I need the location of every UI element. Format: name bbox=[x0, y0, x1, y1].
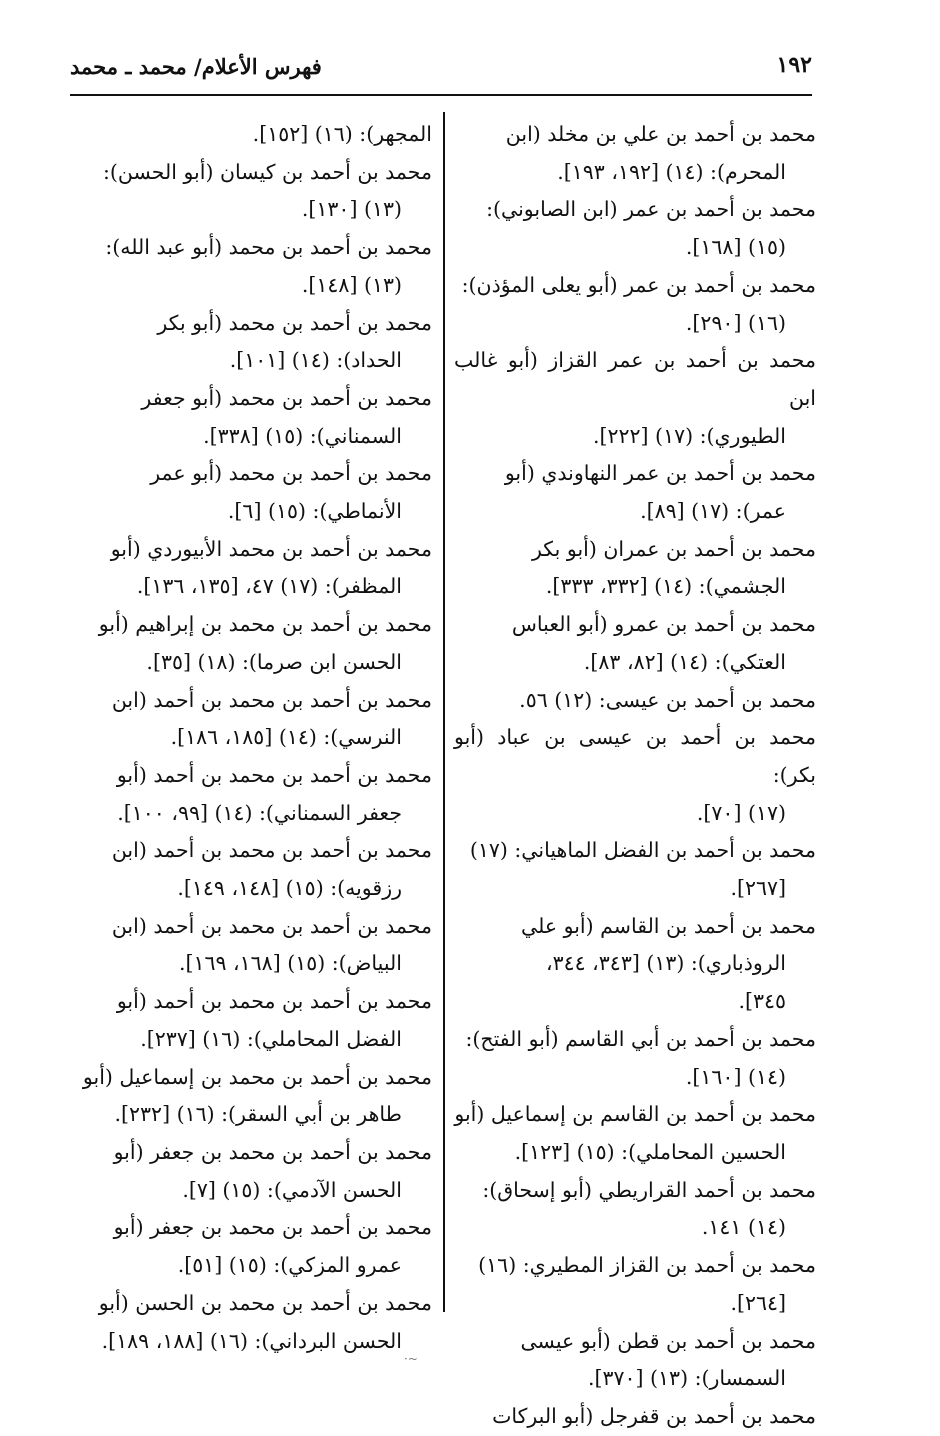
entry-line: محمد بن أحمد القراريطي (أبو إسحاق): bbox=[482, 1177, 816, 1202]
entry-continuation: الأنماطي): (١٥) [٦]. bbox=[227, 499, 402, 524]
entry-continuation: طاهر بن أبي السقر): (١٦) [٢٣٢]. bbox=[114, 1102, 402, 1127]
page-number: ١٩٢ bbox=[776, 52, 812, 78]
running-title: فهرس الأعلام/ محمد ـ محمد bbox=[70, 54, 322, 79]
entry-line: محمد بن أحمد بن قفرجل (أبو البركات bbox=[492, 1403, 816, 1428]
entry-continuation: (١٧) [٧٠]. bbox=[696, 800, 786, 825]
entry-continuation: الطيوري): (١٧) [٢٢٢]. bbox=[592, 423, 786, 448]
index-entry bbox=[454, 455, 816, 530]
entry-line: محمد بن أحمد بن عمر القزاز (أبو غالب ابن bbox=[454, 348, 816, 410]
entry-continuation: (١٤) ١٤١. bbox=[701, 1215, 786, 1240]
entry-continuation: السمسار): (١٣) [٣٧٠]. bbox=[587, 1366, 786, 1391]
entry-continuation: المظفر): (١٧) ٤٧، [١٣٥، ١٣٦]. bbox=[136, 574, 402, 599]
entry-line: محمد بن أحمد بن الفضل الماهياني: (١٧) bbox=[469, 838, 816, 863]
entry-line: محمد بن أحمد بن محمد الأبيوردي (أبو bbox=[110, 536, 432, 561]
entry-continuation: العتكي): (١٤) [٨٢، ٨٣]. bbox=[583, 649, 786, 674]
entry-line: محمد بن أحمد بن محمد بن أحمد (ابن bbox=[111, 838, 432, 863]
index-entry bbox=[70, 305, 432, 380]
entry-continuation: البياض): (١٥) [١٦٨، ١٦٩]. bbox=[178, 951, 402, 976]
entry-line: محمد بن أحمد بن عمر (ابن الصابوني): bbox=[486, 197, 816, 222]
entry-continuation: رزقويه): (١٥) [١٤٨، ١٤٩]. bbox=[177, 876, 402, 901]
index-entry bbox=[70, 154, 432, 229]
entry-continuation: (١٣) [١٣٠]. bbox=[301, 197, 402, 222]
index-entry bbox=[70, 908, 432, 983]
index-entry bbox=[70, 1209, 432, 1284]
index-entry bbox=[454, 1172, 816, 1247]
index-entry bbox=[454, 908, 816, 1021]
entry-continuation: الروذباري): (١٣) [٣٤٣، ٣٤٤، bbox=[545, 951, 786, 976]
index-entry bbox=[454, 719, 816, 832]
entry-continuation: ٣٤٥]. bbox=[738, 989, 786, 1014]
index-entry bbox=[454, 606, 816, 681]
index-entry bbox=[454, 1021, 816, 1096]
column-divider bbox=[443, 112, 445, 1312]
header-rule bbox=[70, 94, 812, 96]
index-entry bbox=[454, 191, 816, 266]
index-entry bbox=[70, 983, 432, 1058]
index-entry bbox=[70, 606, 432, 681]
index-entry bbox=[454, 116, 816, 191]
entry-line: محمد بن أحمد بن محمد (أبو عمر bbox=[150, 461, 432, 486]
entry-line: محمد بن أحمد بن عيسى: (١٢) ٥٦. bbox=[519, 687, 816, 712]
entry-line: محمد بن أحمد بن محمد (أبو بكر bbox=[157, 310, 432, 335]
index-entry bbox=[454, 1096, 816, 1171]
entry-continuation: الحسين المحاملي): (١٥) [١٢٣]. bbox=[514, 1139, 786, 1164]
entry-line: محمد بن أحمد بن كيسان (أبو الحسن): bbox=[102, 159, 432, 184]
entry-continuation: الحسن الآدمي): (١٥) [٧]. bbox=[182, 1177, 402, 1202]
entry-line: محمد بن أحمد بن القاسم (أبو علي bbox=[521, 913, 816, 938]
entry-line: محمد بن أحمد بن محمد (أبو جعفر bbox=[141, 385, 432, 410]
entry-line: محمد بن أحمد بن محمد بن إسماعيل (أبو bbox=[82, 1064, 432, 1089]
entry-line: المجهر): (١٦) [١٥٢]. bbox=[252, 122, 432, 146]
entry-continuation: الحداد): (١٤) [١٠١]. bbox=[229, 348, 402, 373]
entry-continuation: السمناني): (١٥) [٣٣٨]. bbox=[203, 423, 402, 448]
index-entry bbox=[454, 531, 816, 606]
entry-continuation: (١٣) [١٤٨]. bbox=[301, 272, 402, 297]
entry-continuation: (١٥) [١٦٨]. bbox=[685, 235, 786, 260]
entry-continuation: الفضل المحاملي): (١٦) [٢٣٧]. bbox=[140, 1026, 402, 1051]
entry-continuation: النرسي): (١٤) [١٨٥، ١٨٦]. bbox=[170, 725, 402, 750]
entry-continuation: جعفر السمناني): (١٤) [٩٩، ١٠٠]. bbox=[117, 800, 402, 825]
entry-continuation: [٢٦٧]. bbox=[730, 876, 786, 901]
index-entry bbox=[454, 682, 816, 720]
entry-continuation: الحسن ابن صرما): (١٨) [٣٥]. bbox=[146, 649, 402, 674]
index-column-right bbox=[454, 116, 816, 1436]
index-entry bbox=[70, 531, 432, 606]
entry-line: محمد بن أحمد بن عمر النهاوندي (أبو bbox=[504, 461, 816, 486]
entry-line: محمد بن أحمد بن عيسى بن عباد (أبو بكر): bbox=[454, 725, 816, 787]
index-column-left bbox=[70, 116, 432, 1360]
index-entry bbox=[70, 1285, 432, 1360]
entry-continuation: (١٦) [٢٩٠]. bbox=[685, 310, 786, 335]
index-entry bbox=[70, 380, 432, 455]
entry-line: محمد بن أحمد بن محمد بن الحسن (أبو bbox=[98, 1290, 432, 1315]
index-entry bbox=[454, 267, 816, 342]
entry-continuation: المحرم): (١٤) [١٩٢، ١٩٣]. bbox=[557, 159, 786, 184]
entry-line: محمد بن أحمد بن عمرو (أبو العباس bbox=[511, 612, 816, 637]
entry-line: محمد بن أحمد بن القاسم بن إسماعيل (أبو bbox=[454, 1102, 816, 1127]
entry-line: محمد بن أحمد بن محمد بن إبراهيم (أبو bbox=[98, 612, 432, 637]
index-entry bbox=[70, 116, 432, 154]
entry-line: محمد بن أحمد بن محمد (أبو عبد الله): bbox=[105, 235, 432, 260]
entry-continuation: الجشمي): (١٤) [٣٣٢، ٣٣٣]. bbox=[545, 574, 786, 599]
entry-continuation: عمرو المزكي): (١٥) [٥١]. bbox=[177, 1253, 402, 1278]
index-entry bbox=[70, 455, 432, 530]
entry-line: محمد بن أحمد بن قطن (أبو عيسى bbox=[520, 1328, 816, 1353]
index-entry bbox=[454, 1398, 816, 1436]
index-entry bbox=[70, 682, 432, 757]
index-entry bbox=[70, 1059, 432, 1134]
entry-line: محمد بن أحمد بن محمد بن أحمد (ابن bbox=[111, 687, 432, 712]
entry-line: محمد بن أحمد بن أبي القاسم (أبو الفتح): bbox=[465, 1026, 816, 1051]
entry-line: محمد بن أحمد بن محمد بن أحمد (أبو bbox=[116, 762, 432, 787]
entry-line: محمد بن أحمد بن محمد بن جعفر (أبو bbox=[113, 1215, 432, 1240]
entry-line: محمد بن أحمد بن محمد بن أحمد (ابن bbox=[111, 913, 432, 938]
index-entry bbox=[70, 1134, 432, 1209]
entry-continuation: عمر): (١٧) [٨٩]. bbox=[640, 499, 786, 524]
entry-continuation: (١٤) [١٦٠]. bbox=[685, 1064, 786, 1089]
entry-line: محمد بن أحمد بن محمد بن أحمد (أبو bbox=[116, 989, 432, 1014]
page-header bbox=[70, 52, 812, 92]
index-entry bbox=[454, 342, 816, 455]
entry-line: محمد بن أحمد بن علي بن مخلد (ابن bbox=[505, 122, 816, 146]
index-entry bbox=[70, 757, 432, 832]
entry-line: محمد بن أحمد بن عمران (أبو بكر bbox=[532, 536, 816, 561]
entry-line: محمد بن أحمد بن محمد بن جعفر (أبو bbox=[113, 1139, 432, 1164]
entry-continuation: [٢٦٤]. bbox=[730, 1290, 786, 1315]
footer-mark: ·~ bbox=[404, 1352, 418, 1366]
entry-line: محمد بن أحمد بن القزاز المطيري: (١٦) bbox=[478, 1253, 816, 1278]
index-entry bbox=[70, 832, 432, 907]
entry-line: محمد بن أحمد بن عمر (أبو يعلى المؤذن): bbox=[461, 272, 816, 297]
index-entry bbox=[454, 832, 816, 907]
index-entry bbox=[70, 229, 432, 304]
entry-continuation: الحسن البرداني): (١٦) [١٨٨، ١٨٩]. bbox=[101, 1328, 402, 1353]
index-entry bbox=[454, 1247, 816, 1322]
